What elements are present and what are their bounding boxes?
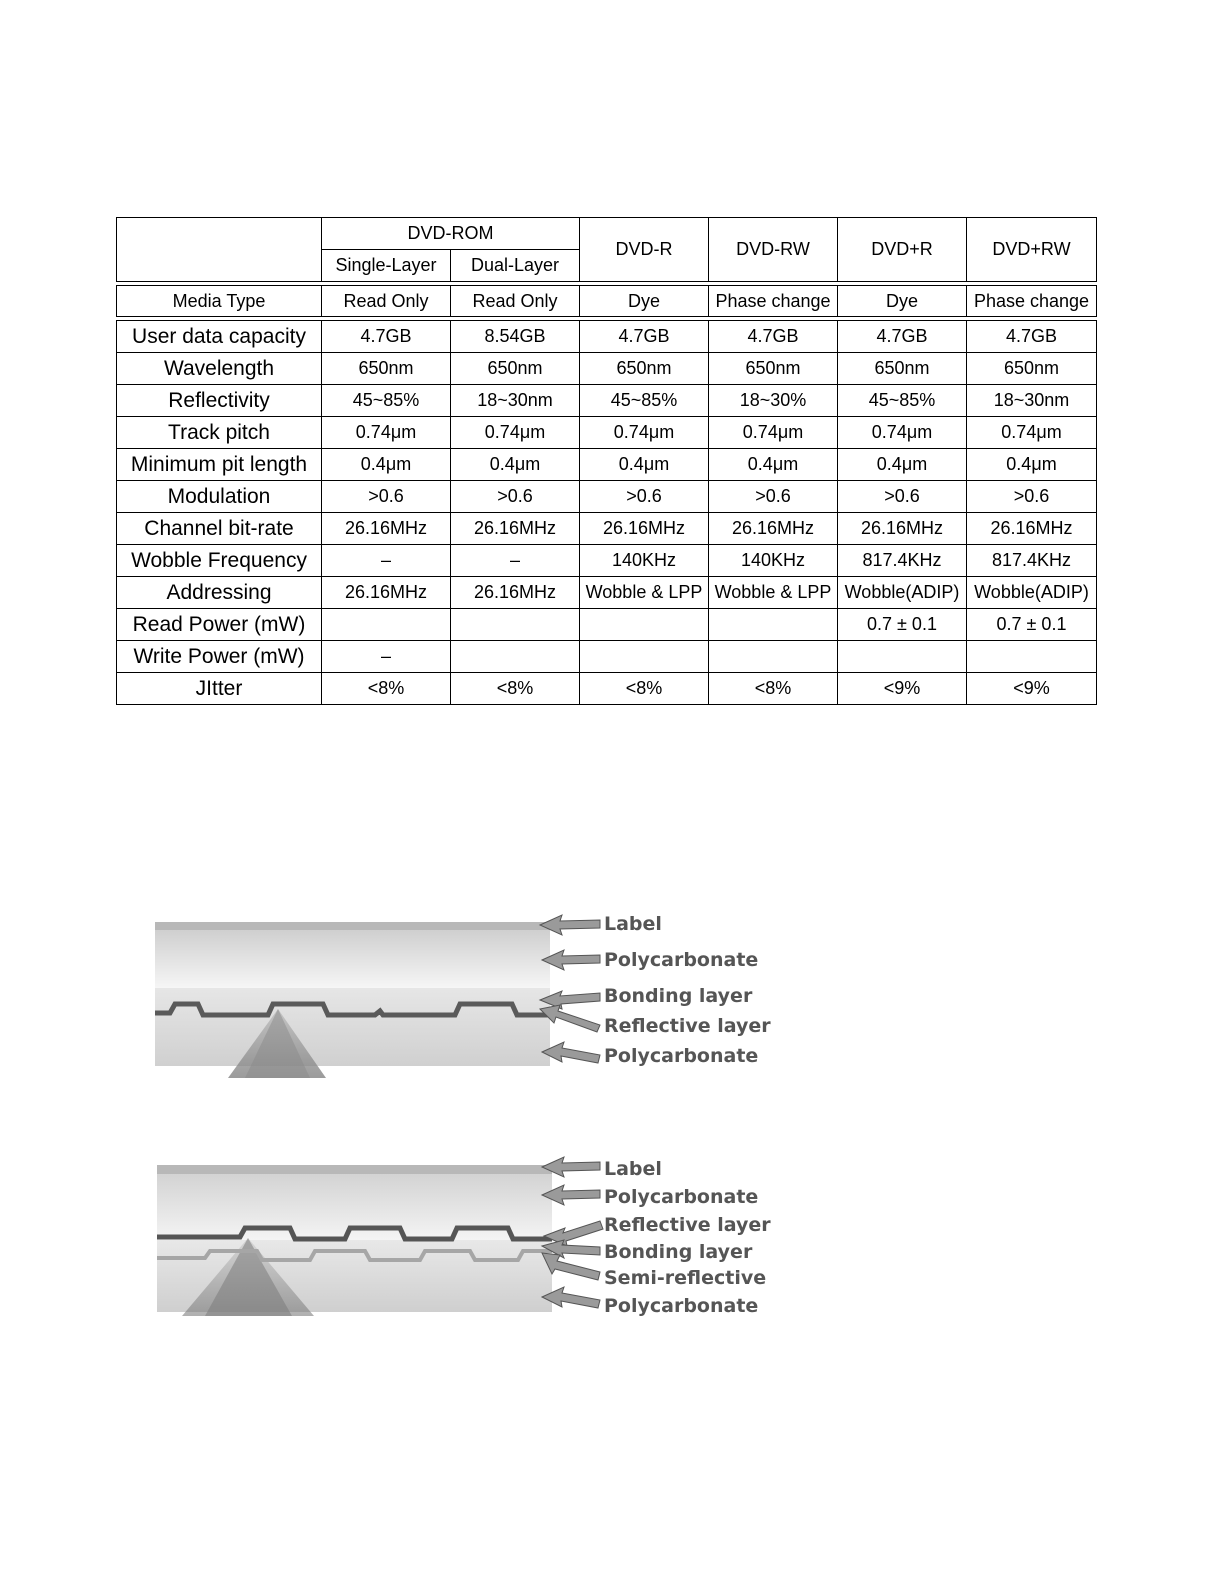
table-cell: 26.16MHz [322, 577, 451, 609]
table-cell: <9% [967, 673, 1097, 705]
table-cell: 26.16MHz [451, 513, 580, 545]
table-cell: – [451, 545, 580, 577]
table-cell: 817.4KHz [838, 545, 967, 577]
row-label: JItter [117, 673, 322, 705]
table-cell: Wobble & LPP [580, 577, 709, 609]
single-label-polycarbonate-top: Polycarbonate [604, 949, 759, 971]
table-cell: <8% [322, 673, 451, 705]
table-cell: 0.74μm [967, 417, 1097, 449]
table-cell: 18~30% [709, 385, 838, 417]
table-cell: 4.7GB [967, 321, 1097, 353]
header-dvd-rw: DVD-RW [709, 218, 838, 282]
table-cell: 0.7 ± 0.1 [967, 609, 1097, 641]
header-dvd-rom: DVD-ROM [322, 218, 580, 250]
header-dvd-plus-r: DVD+R [838, 218, 967, 282]
table-cell: 0.74μm [838, 417, 967, 449]
table-cell: 0.74μm [709, 417, 838, 449]
table-cell: <8% [580, 673, 709, 705]
table-cell: 8.54GB [451, 321, 580, 353]
table-cell: >0.6 [838, 481, 967, 513]
header-dvd-r: DVD-R [580, 218, 709, 282]
single-label-bonding: Bonding layer [604, 985, 753, 1007]
table-cell: 0.4μm [451, 449, 580, 481]
row-label: Minimum pit length [117, 449, 322, 481]
table-cell: 650nm [322, 353, 451, 385]
row-label: Media Type [117, 286, 322, 317]
table-cell: <8% [709, 673, 838, 705]
table-cell: 18~30nm [451, 385, 580, 417]
single-label-polycarbonate-bottom: Polycarbonate [604, 1045, 759, 1067]
table-cell: 0.4μm [322, 449, 451, 481]
table-cell: <8% [451, 673, 580, 705]
single-label-reflective: Reflective layer [604, 1015, 771, 1037]
table-cell: 0.4μm [580, 449, 709, 481]
table-cell: >0.6 [451, 481, 580, 513]
table-cell: >0.6 [967, 481, 1097, 513]
table-cell: 0.4μm [967, 449, 1097, 481]
table-cell: 26.16MHz [838, 513, 967, 545]
table-cell: 26.16MHz [967, 513, 1097, 545]
table-cell: 26.16MHz [451, 577, 580, 609]
table-cell: 650nm [451, 353, 580, 385]
table-cell: – [322, 545, 451, 577]
table-cell: 140KHz [580, 545, 709, 577]
table-cell: 18~30nm [967, 385, 1097, 417]
dual-label-layer [157, 1165, 552, 1174]
table-cell: 140KHz [709, 545, 838, 577]
table-cell: 650nm [838, 353, 967, 385]
table-cell: Phase change [709, 286, 838, 317]
table-cell: 45~85% [322, 385, 451, 417]
table-cell: >0.6 [322, 481, 451, 513]
table-cell: 0.7 ± 0.1 [838, 609, 967, 641]
dual-label-label: Label [604, 1158, 662, 1180]
table-cell: 26.16MHz [322, 513, 451, 545]
table-cell: 817.4KHz [967, 545, 1097, 577]
table-cell: >0.6 [709, 481, 838, 513]
table-cell: 0.4μm [709, 449, 838, 481]
row-label: Track pitch [117, 417, 322, 449]
table-cell: 26.16MHz [580, 513, 709, 545]
row-label: Reflectivity [117, 385, 322, 417]
table-cell: – [322, 641, 451, 673]
table-cell: 4.7GB [580, 321, 709, 353]
table-cell: 45~85% [580, 385, 709, 417]
row-label: Wobble Frequency [117, 545, 322, 577]
table-cell: Wobble & LPP [709, 577, 838, 609]
dual-label-bonding: Bonding layer [604, 1241, 753, 1263]
row-label: User data capacity [117, 321, 322, 353]
table-cell: Dye [838, 286, 967, 317]
row-label: Channel bit-rate [117, 513, 322, 545]
subheader-dual-layer: Dual-Layer [451, 250, 580, 282]
table-cell: 4.7GB [838, 321, 967, 353]
table-cell: 650nm [967, 353, 1097, 385]
dual-label-polycarbonate-bottom: Polycarbonate [604, 1295, 759, 1317]
table-cell: Dye [580, 286, 709, 317]
dual-label-reflective: Reflective layer [604, 1214, 771, 1236]
single-label-label: Label [604, 913, 662, 935]
table-cell: 650nm [709, 353, 838, 385]
row-label: Modulation [117, 481, 322, 513]
table-cell: <9% [838, 673, 967, 705]
header-dvd-plus-rw: DVD+RW [967, 218, 1097, 282]
table-cell: 4.7GB [322, 321, 451, 353]
row-label: Addressing [117, 577, 322, 609]
table-cell: >0.6 [580, 481, 709, 513]
table-cell: 650nm [580, 353, 709, 385]
table-cell: 4.7GB [709, 321, 838, 353]
table-cell: Read Only [322, 286, 451, 317]
table-cell: 45~85% [838, 385, 967, 417]
row-label: Read Power (mW) [117, 609, 322, 641]
table-cell: 0.74μm [322, 417, 451, 449]
table-cell: 0.4μm [838, 449, 967, 481]
dual-label-polycarbonate-top: Polycarbonate [604, 1186, 759, 1208]
table-cell: Read Only [451, 286, 580, 317]
dual-label-semi-reflective: Semi-reflective [604, 1267, 767, 1289]
table-cell: Wobble(ADIP) [967, 577, 1097, 609]
row-label: Wavelength [117, 353, 322, 385]
subheader-single-layer: Single-Layer [322, 250, 451, 282]
table-cell: 0.74μm [580, 417, 709, 449]
table-cell: 26.16MHz [709, 513, 838, 545]
table-cell: Phase change [967, 286, 1097, 317]
table-cell: 0.74μm [451, 417, 580, 449]
row-label: Write Power (mW) [117, 641, 322, 673]
table-cell: Wobble(ADIP) [838, 577, 967, 609]
